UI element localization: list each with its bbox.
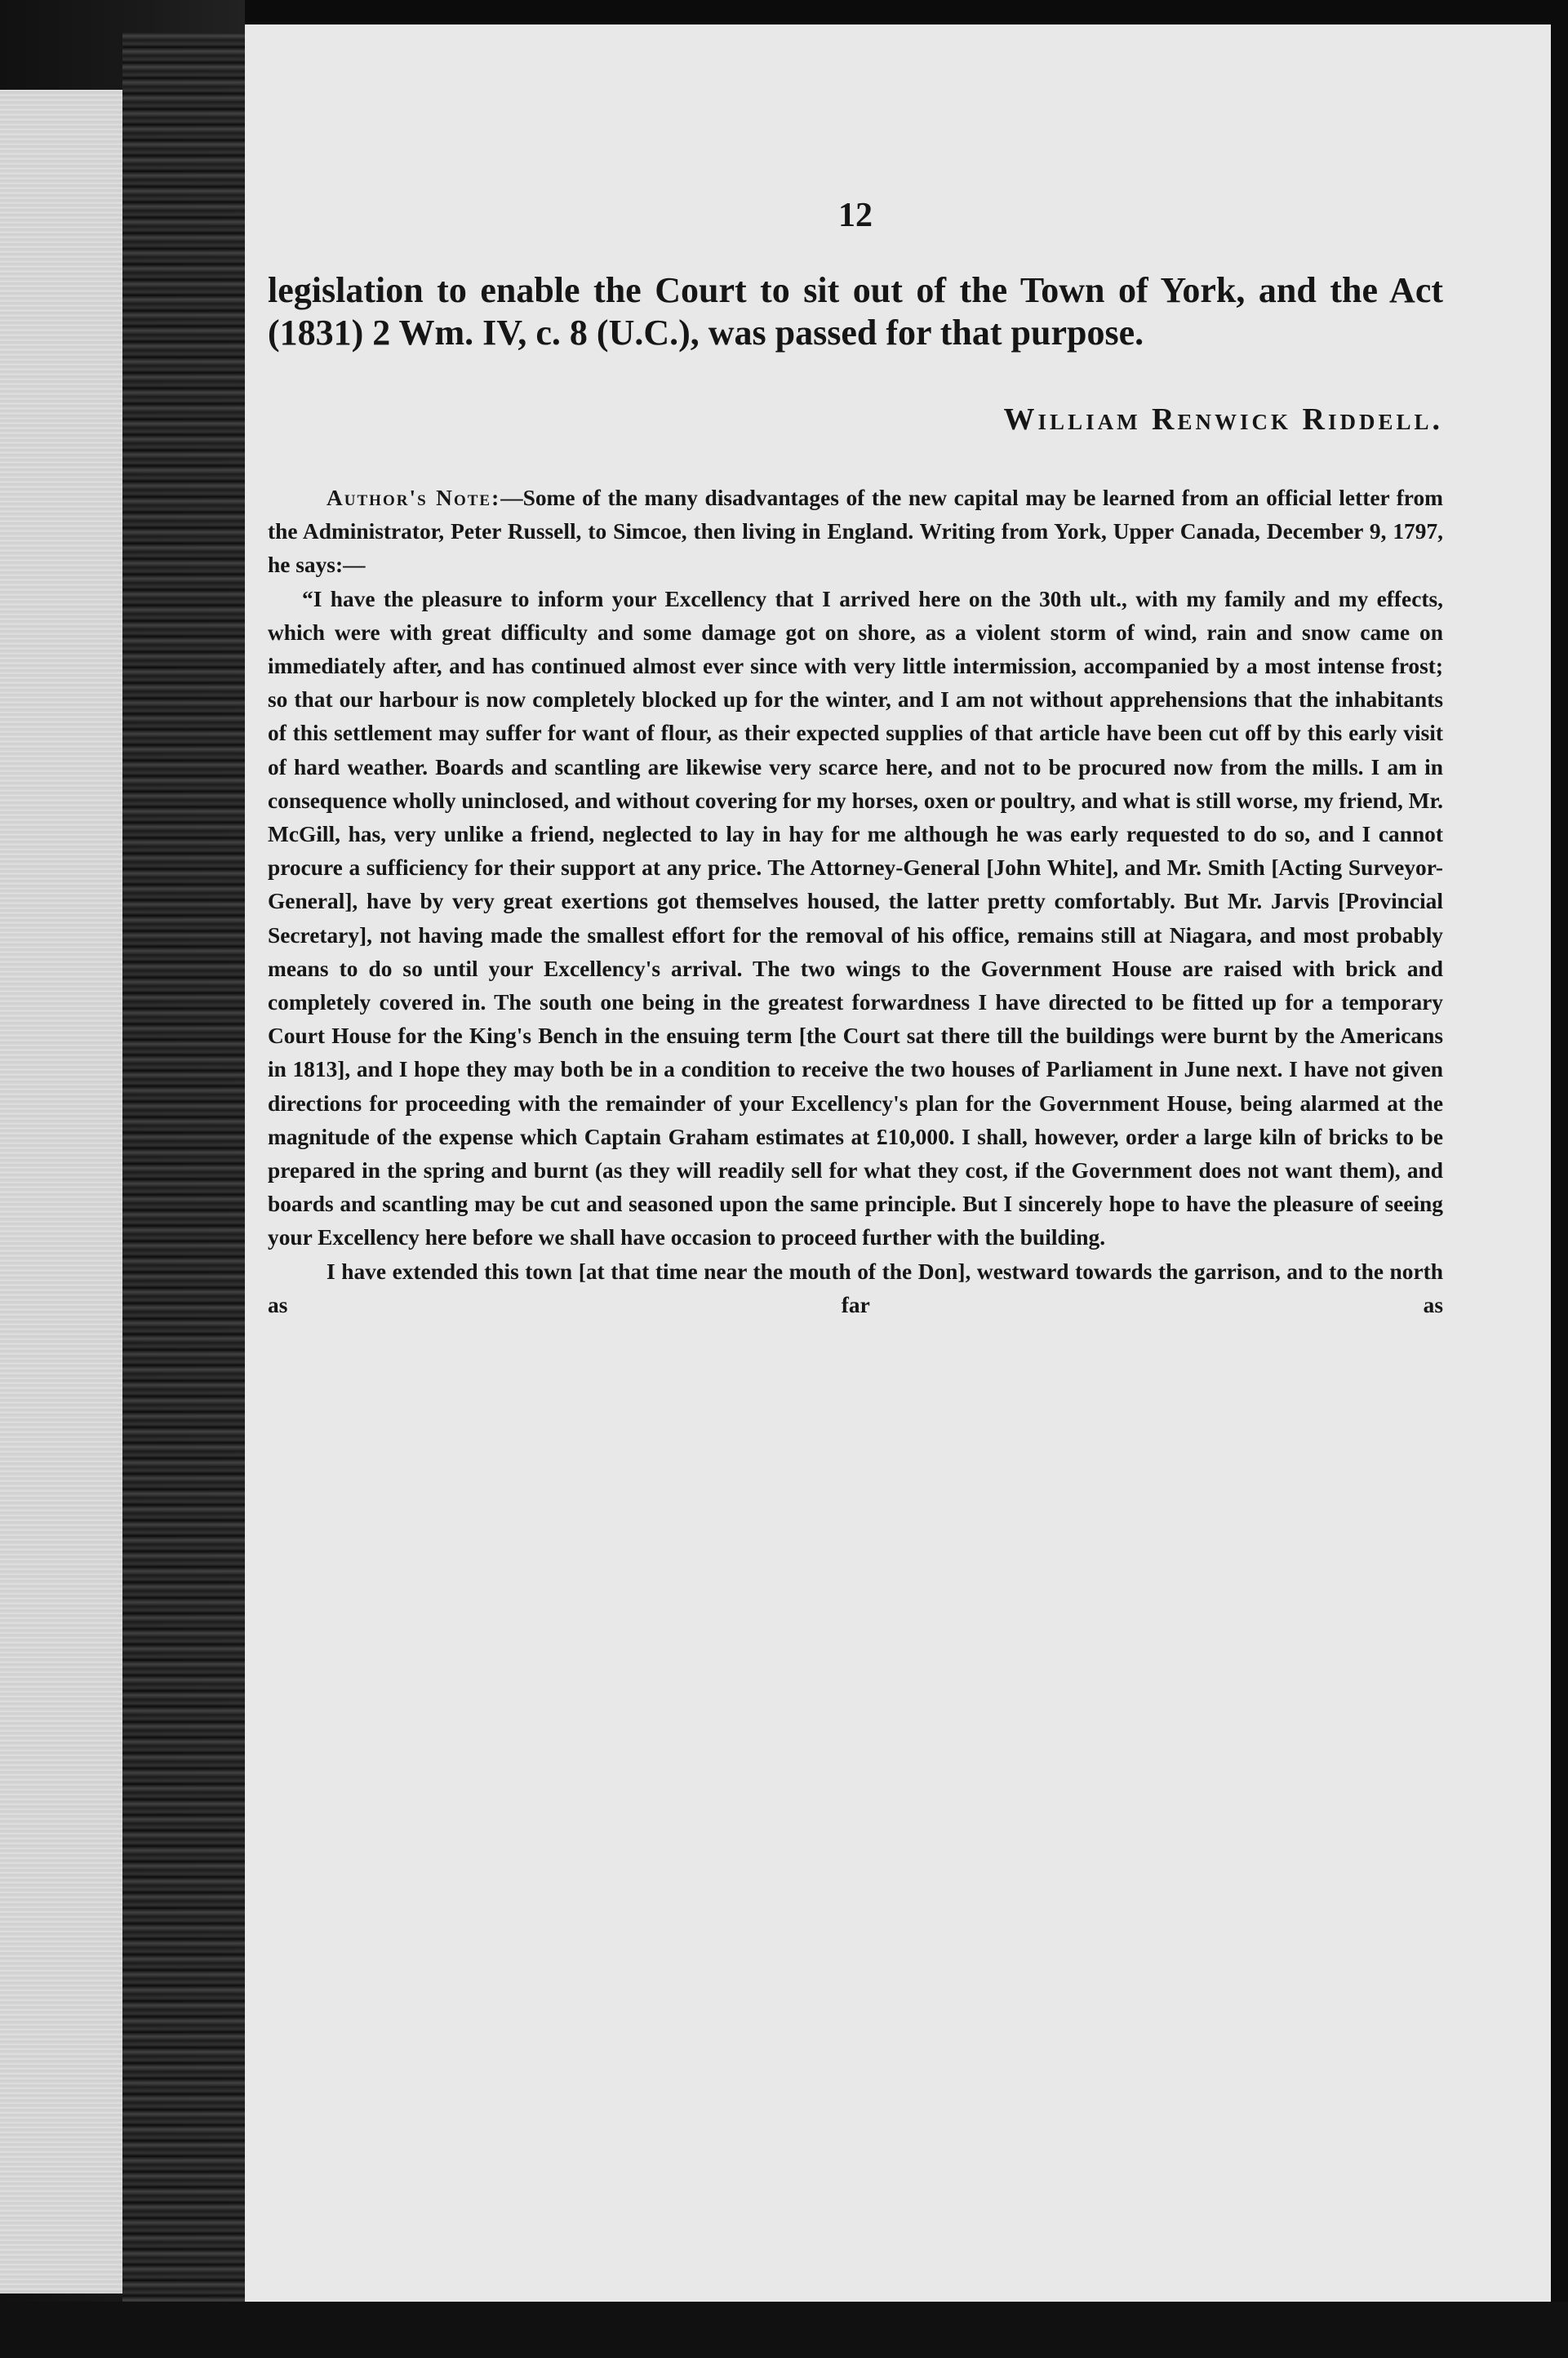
bottom-dark-margin <box>0 2302 1568 2358</box>
page-content <box>268 196 1443 1322</box>
author-note-paragraph <box>268 482 1443 583</box>
lead-paragraph: legislation to enable the Court to sit out of the Town of York, and the Act (1831) 2 Wm. IV, c. 8 (U.C.), was passed for that purpose. <box>268 270 1443 353</box>
author-signature: William Renwick Riddell. <box>1003 402 1443 437</box>
author-note-label: Author's Note: <box>326 486 501 510</box>
quoted-letter-paragraph: “I have the pleasure to inform your Excellency that I arrived here on the 30th ult., with my family and my effects, which were with great difficulty and some damage got on shore, as a violent storm of wind, rain and snow came on immediately after, and has continued almost ever since with very little intermission, accompanied by a most intense frost; so that our harbour is now completely blocked up for the winter, and I am not without apprehensions that the inhabitants of this settlement may suffer for want of flour, as their expected supplies of that article have been cut off by this early visit of hard weather. Boards and scantling are likewise very scarce here, and not to be procured now from the mills. I am in consequence wholly uninclosed, and without covering for my horses, oxen or poultry, and what is still worse, my friend, Mr. McGill, has, very unlike a friend, neglected to lay in hay for me although he was early requested to do so, and I cannot procure a sufficiency for their support at any price. The Attorney-General [John White], and Mr. Smith [Acting Surveyor-General], have by very great exertions got themselves housed, the latter pretty comfortably. But Mr. Jarvis [Provincial Secretary], not having made the smallest effort for the removal of his office, remains still at Niagara, and most probably means to do so until your Excellency's arrival. The two wings to the Government House are raised with brick and completely covered in. The south one being in the greatest forwardness I have directed to be fitted up for a temporary Court House for the King's Bench in the ensuing term [the Court sat there till the buildings were burnt by the Americans in 1813], and I hope they may both be in a condition to receive the two houses of Parliament in June next. I have not given directions for proceeding with the remainder of your Excellency's plan for the Government House, being alarmed at the magnitude of the expense which Captain Graham estimates at £10,000. I shall, however, order a large kiln of bricks to be prepared in the spring and burnt (as they will readily sell for what they cost, if the Government does not want them), and boards and scantling may be cut and seasoned upon the same principle. But I sincerely hope to have the pleasure of seeing your Excellency here before we shall have occasion to proceed further with the building. <box>268 586 1443 1250</box>
final-paragraph: I have extended this town [at that time near the mouth of the Don], westward towards the garrison, and to the north as far as <box>268 1259 1443 1317</box>
author-note-intro: —Some of the many disadvantages of the new capital may be learned from an official letter from the Administrator, Peter Russell, to Simcoe, then living in England. Writing from York, Upper Canada, December 9, 1797, he says:— <box>268 486 1443 578</box>
book-spine <box>122 33 245 2342</box>
page-number: 12 <box>838 197 873 234</box>
facing-page-edge <box>0 90 122 2294</box>
